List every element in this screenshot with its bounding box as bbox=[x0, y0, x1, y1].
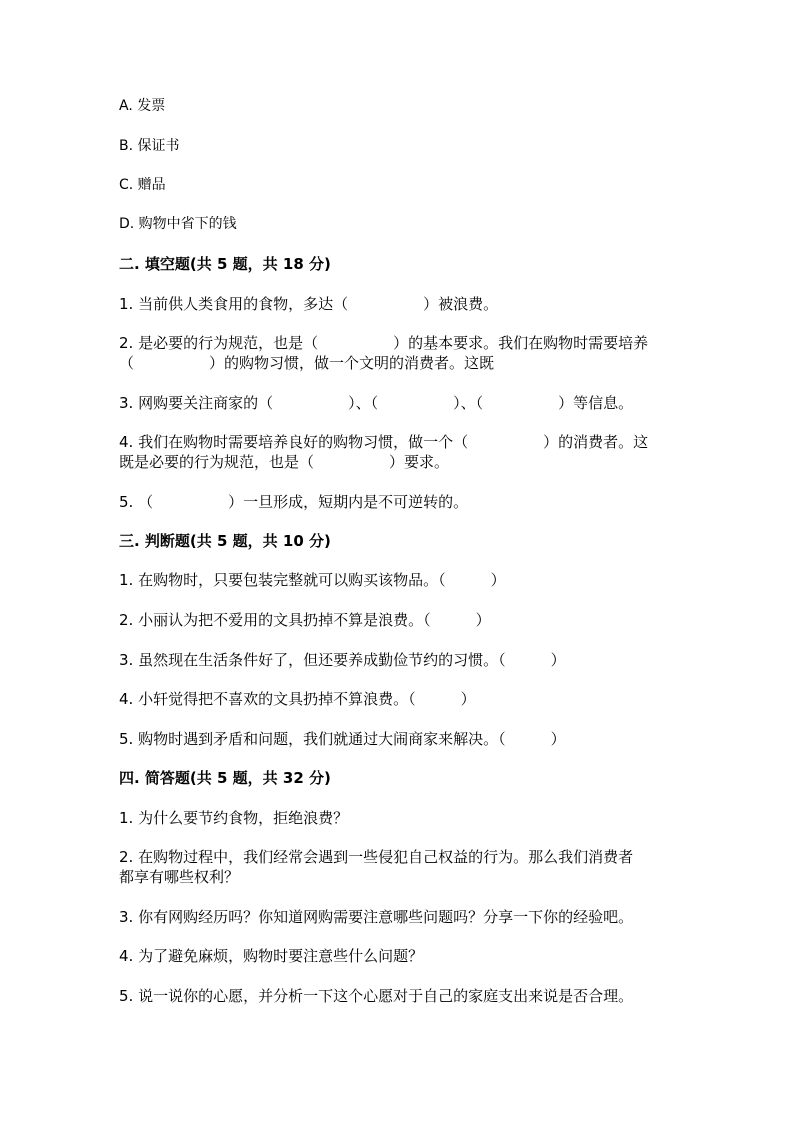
true-false-item-1: 1. 在购物时，只要包装完整就可以购买该物品。（ ） bbox=[119, 571, 506, 589]
option-d: D. 购物中省下的钱 bbox=[119, 216, 237, 232]
short-answer-item-5: 5. 说一说你的心愿，并分析一下这个心愿对于自己的家庭支出来说是否合理。 bbox=[119, 987, 634, 1005]
fill-blank-item-3: 3. 网购要关注商家的（ ）、（ ）、（ ）等信息。 bbox=[119, 394, 634, 412]
fill-blank-item-2: 2. 是必要的行为规范，也是（ ）的基本要求。我们在购物时需要培养 bbox=[119, 334, 649, 352]
true-false-item-3: 3. 虽然现在生活条件好了，但还要养成勤俭节约的习惯。（ ） bbox=[119, 651, 566, 669]
option-a: A. 发票 bbox=[119, 98, 166, 114]
short-answer-item-4: 4. 为了避免麻烦，购物时要注意些什么问题？ bbox=[119, 947, 424, 965]
short-answer-item-2-cont: 都享有哪些权利？ bbox=[119, 868, 240, 886]
short-answer-item-3: 3. 你有网购经历吗？你知道网购需要注意哪些问题吗？分享一下你的经验吧。 bbox=[119, 908, 634, 926]
fill-blank-item-2-cont: （ ）的购物习惯，做一个文明的消费者。这既 bbox=[119, 354, 495, 372]
short-answer-item-1: 1. 为什么要节约食物，拒绝浪费？ bbox=[119, 809, 349, 827]
true-false-item-4: 4. 小轩觉得把不喜欢的文具扔掉不算浪费。（ ） bbox=[119, 690, 476, 708]
short-answer-item-2: 2. 在购物过程中，我们经常会遇到一些侵犯自己权益的行为。那么我们消费者 bbox=[119, 848, 634, 866]
true-false-item-5: 5. 购物时遇到矛盾和问题，我们就通过大闹商家来解决。（ ） bbox=[119, 730, 566, 748]
option-c: C. 赠品 bbox=[119, 177, 166, 193]
section-heading-true-false: 三. 判断题(共 5 题，共 10 分) bbox=[119, 532, 331, 550]
option-b: B. 保证书 bbox=[119, 138, 180, 154]
fill-blank-item-1: 1. 当前供人类食用的食物，多达（ ）被浪费。 bbox=[119, 295, 499, 313]
fill-blank-item-4: 4. 我们在购物时需要培养良好的购物习惯，做一个（ ）的消费者。这 bbox=[119, 433, 649, 451]
true-false-item-2: 2. 小丽认为把不爱用的文具扔掉不算是浪费。（ ） bbox=[119, 611, 491, 629]
section-heading-fill-blank: 二. 填空题(共 5 题，共 18 分) bbox=[119, 255, 331, 273]
fill-blank-item-5: 5. （ ）一旦形成，短期内是不可逆转的。 bbox=[119, 493, 469, 511]
fill-blank-item-4-cont: 既是必要的行为规范，也是（ ）要求。 bbox=[119, 453, 450, 471]
section-heading-short-answer: 四. 简答题(共 5 题，共 32 分) bbox=[119, 769, 331, 787]
